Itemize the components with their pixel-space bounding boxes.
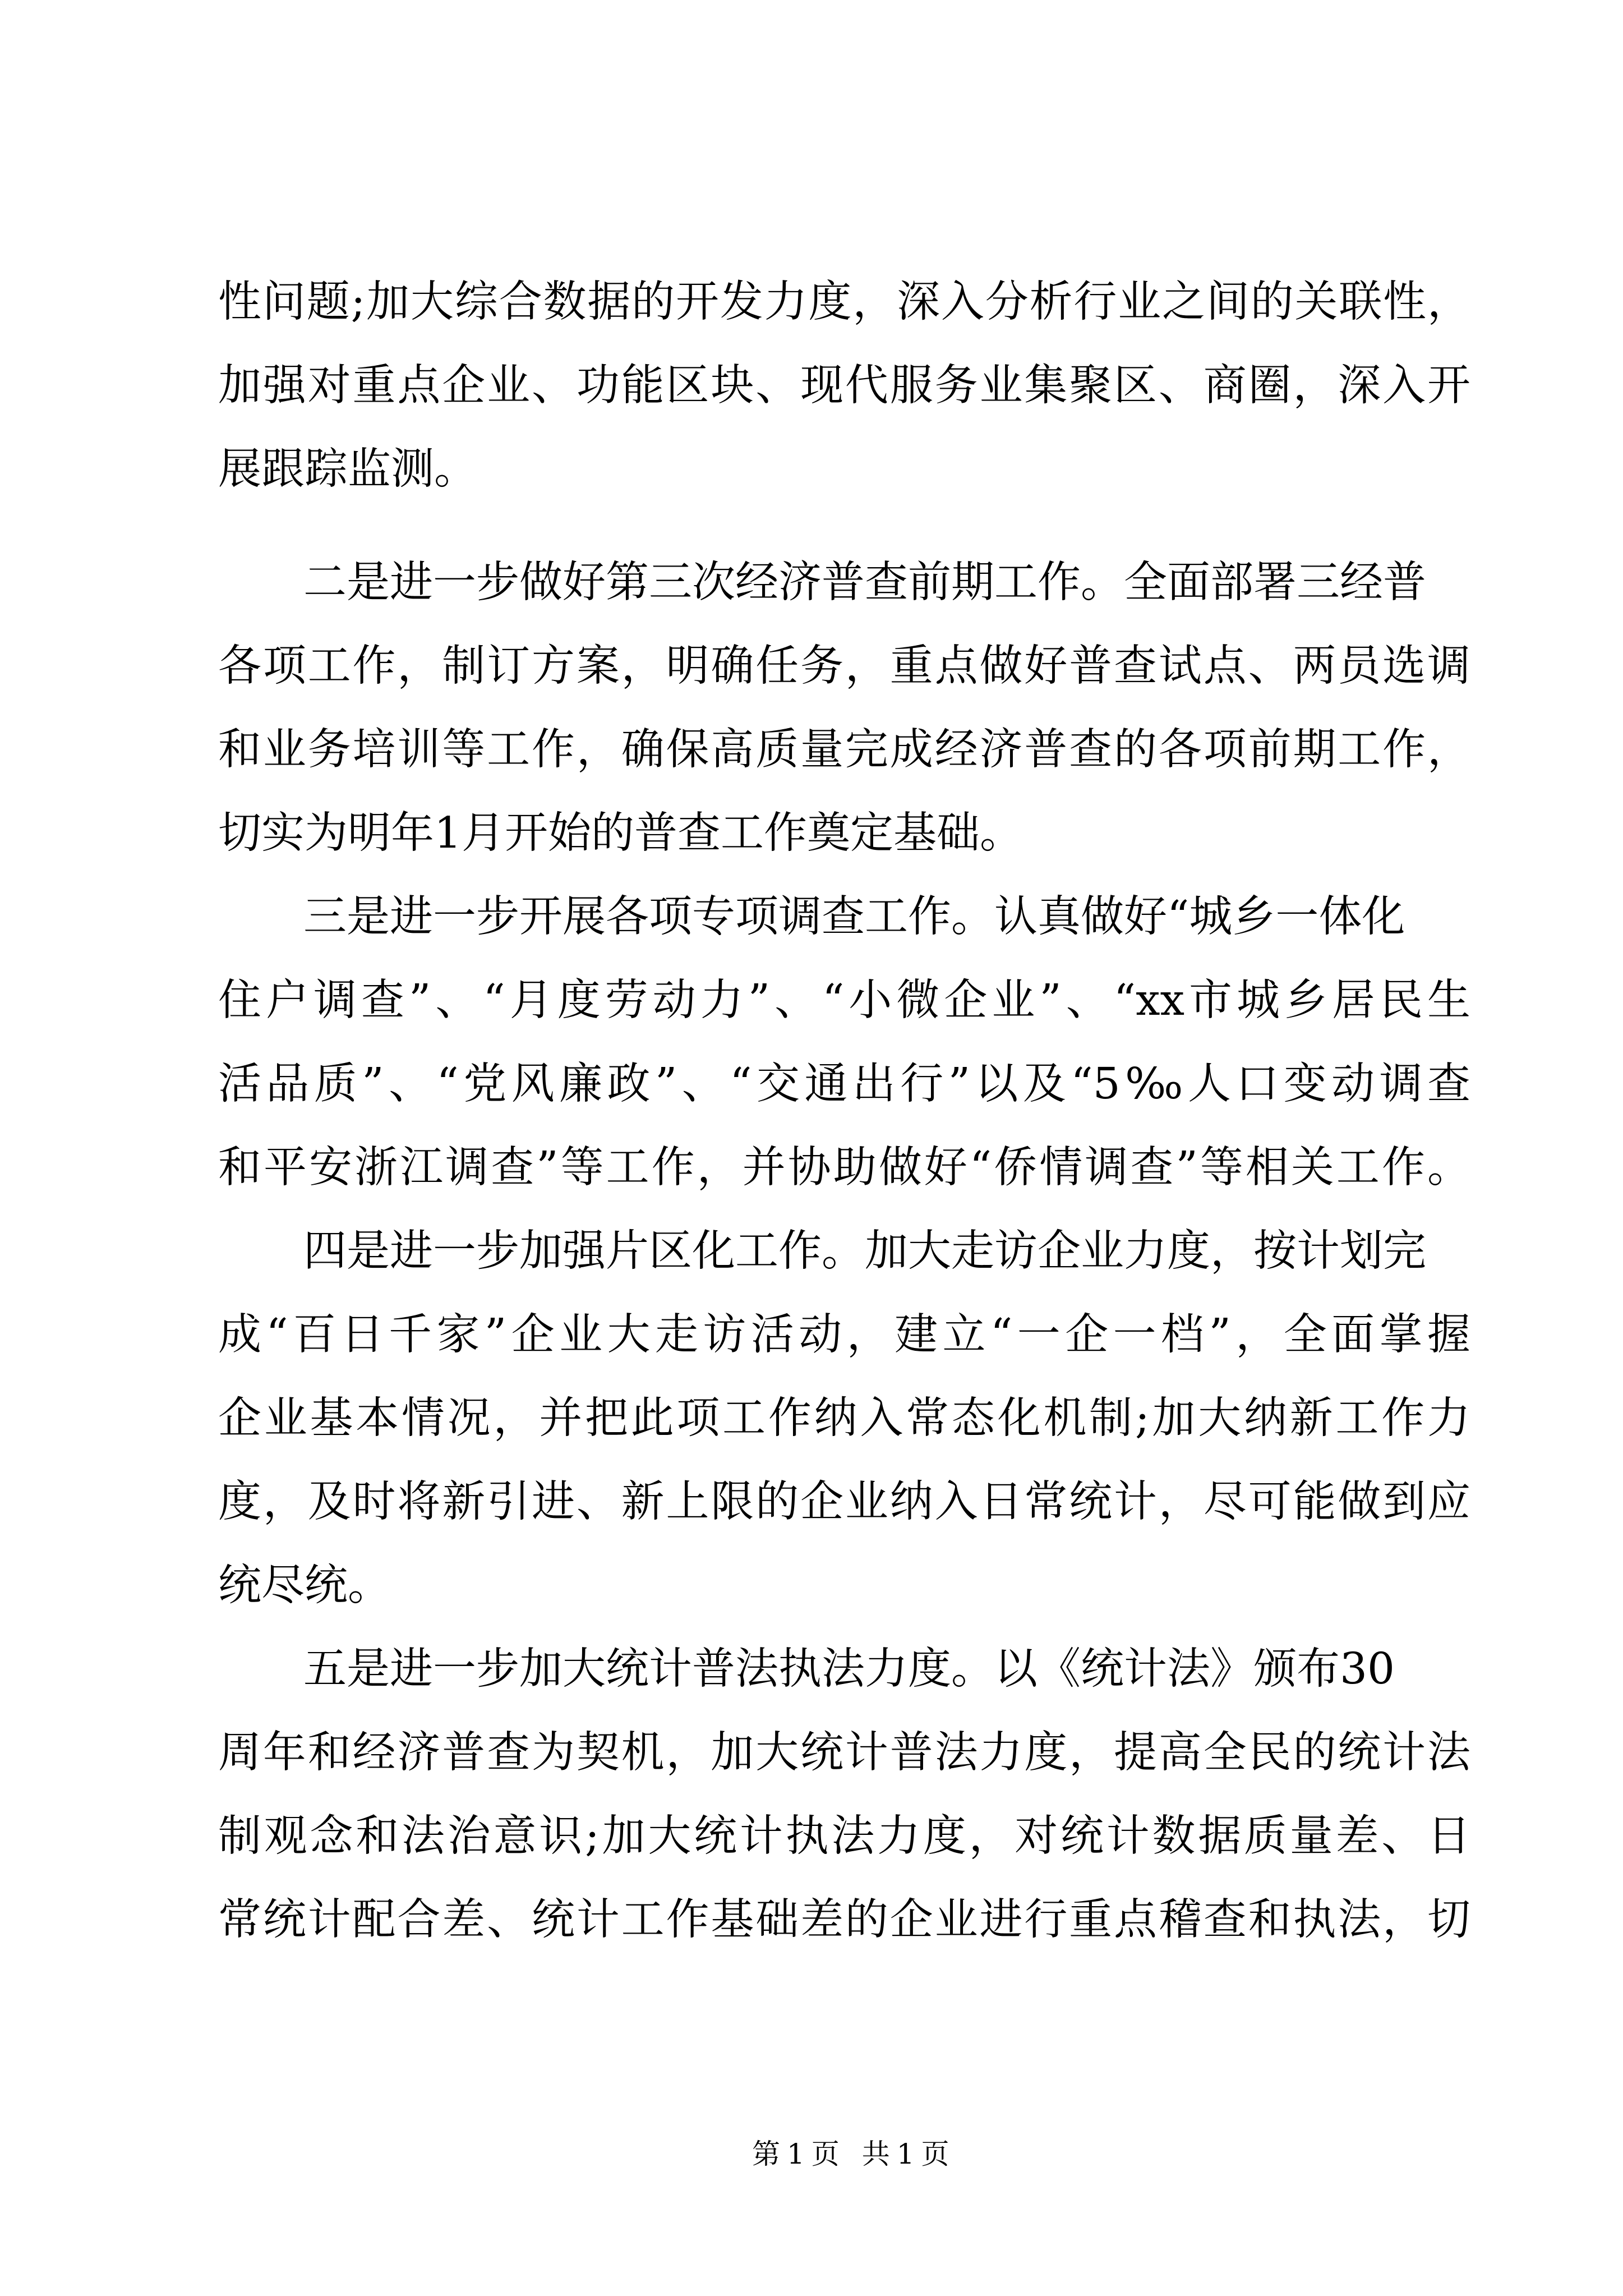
text-line: 四是进一步加强片区化工作。加大走访企业力度，按计划完	[303, 1226, 1426, 1276]
text-line: 切实为明年1月开始的普查工作奠定基础。	[218, 808, 1023, 858]
text-line: 二是进一步做好第三次经济普查前期工作。全面部署三经普	[303, 558, 1426, 608]
text-line: 住户调查”、“月度劳动力”、“小微企业”、“xx市城乡居民生	[218, 976, 1470, 1025]
text-line: 和平安浙江调查”等工作，并协助做好“侨情调查”等相关工作。	[218, 1143, 1470, 1193]
text-line: 各项工作，制订方案，明确任务，重点做好普查试点、两员选调	[218, 641, 1470, 691]
text-line: 和业务培训等工作，确保高质量完成经济普查的各项前期工作，	[218, 725, 1470, 775]
text-line: 度，及时将新引进、新上限的企业纳入日常统计，尽可能做到应	[218, 1477, 1470, 1527]
text-line: 加强对重点企业、功能区块、现代服务业集聚区、商圈，深入开	[218, 361, 1470, 411]
text-line: 三是进一步开展各项专项调查工作。认真做好“城乡一体化	[303, 892, 1405, 942]
text-line: 活品质”、“党风廉政”、“交通出行”以及“5‰人口变动调查	[218, 1059, 1470, 1109]
text-line: 展跟踪监测。	[218, 444, 477, 494]
paragraph-continuation	[218, 260, 1470, 511]
text-line: 成“百日千家”企业大走访活动，建立“一企一档”，全面掌握	[218, 1310, 1470, 1360]
text-line: 常统计配合差、统计工作基础差的企业进行重点稽查和执法，切	[218, 1895, 1470, 1945]
text-line: 统尽统。	[218, 1561, 391, 1611]
document-body	[218, 260, 1470, 1962]
text-line: 企业基本情况，并把此项工作纳入常态化机制;加大纳新工作力	[218, 1393, 1470, 1443]
paragraph-item-3	[218, 875, 1470, 1209]
page-number-footer: 第1页 共1页	[752, 2138, 956, 2170]
text-line: 五是进一步加大统计普法执法力度。以《统计法》颁布30	[303, 1644, 1395, 1694]
text-line: 周年和经济普查为契机，加大统计普法力度，提高全民的统计法	[218, 1728, 1470, 1778]
text-line: 制观念和法治意识;加大统计执法力度，对统计数据质量差、日	[218, 1811, 1470, 1861]
paragraph-item-4	[218, 1209, 1470, 1627]
text-line: 性问题;加大综合数据的开发力度，深入分析行业之间的关联性，	[218, 277, 1470, 327]
paragraph-item-2	[218, 541, 1470, 875]
paragraph-item-5	[218, 1627, 1470, 1962]
